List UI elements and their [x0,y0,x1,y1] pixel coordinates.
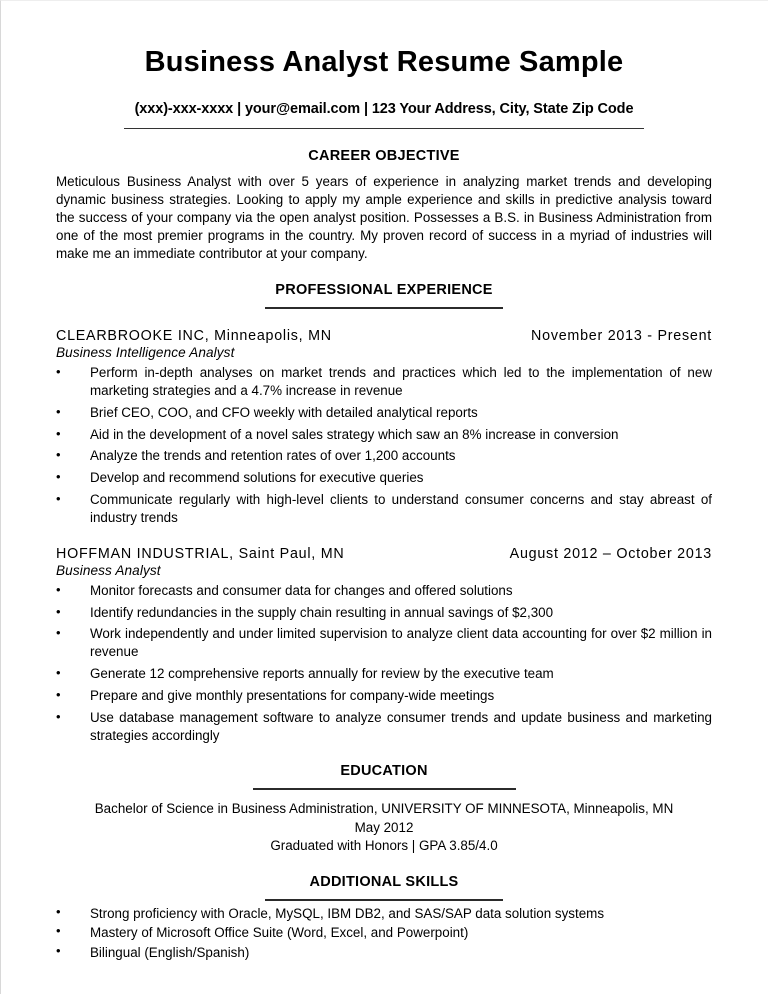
education-entry [56,800,712,855]
job-title: Business Intelligence Analyst [56,345,235,361]
list-item: • Monitor forecasts and consumer data for changes and offered solutions [56,582,712,600]
responsibility-list [56,364,712,527]
contact-info: (xxx)-xxx-xxxx | your@email.com | 123 Your Address, City, State Zip Code [134,101,634,118]
section-divider-skills [265,899,503,901]
experience-entry-header [56,546,712,562]
list-item: • Prepare and give monthly presentations for company-wide meetings [56,687,712,705]
experience-entry-header [56,328,712,344]
list-item: • Aid in the development of a novel sales strategy which saw an 8% increase in conversion [56,426,712,444]
section-divider-experience [265,307,503,309]
skills-list [56,904,712,962]
list-item: • Work independently and under limited supervision to analyze client data accounting for over $2 million in revenue [56,625,712,661]
graduation-date: May 2012 [354,819,414,835]
list-item: • Brief CEO, COO, and CFO weekly with detailed analytical reports [56,404,712,422]
experience-entry [56,546,712,745]
section-divider-education [253,788,516,790]
resume-content [1,46,768,962]
list-item: • Develop and recommend solutions for executive queries [56,469,712,487]
list-item: • Mastery of Microsoft Office Suite (Word, Excel, and Powerpoint) [56,923,712,942]
employer-name: HOFFMAN INDUSTRIAL, Saint Paul, MN [56,545,345,562]
list-item: • Generate 12 comprehensive reports annually for review by the executive team [56,665,712,683]
experience-entry [56,328,712,527]
list-item: • Identify redundancies in the supply chain resulting in annual savings of $2,300 [56,604,712,622]
list-item: • Communicate regularly with high-level clients to understand consumer concerns and stay abreast of industry trends [56,491,712,527]
list-item: • Strong proficiency with Oracle, MySQL, IBM DB2, and SAS/SAP data solution systems [56,904,712,923]
section-heading-education: EDUCATION [340,763,428,780]
job-title: Business Analyst [56,562,161,578]
section-heading-objective: CAREER OBJECTIVE [308,148,460,165]
list-item: • Perform in-depth analyses on market trends and practices which led to the implementation of new marketing strategies and a 4.7% increase in revenue [56,364,712,400]
page-title: Business Analyst Resume Sample [144,46,624,78]
honors-gpa: Graduated with Honors | GPA 3.85/4.0 [270,837,498,853]
employment-dates: November 2013 - Present [531,328,712,345]
career-objective-text: Meticulous Business Analyst with over 5 years of experience in analyzing market trends and developing dynamic business strategies. Looking to apply my ample experience and skills in predictive analysis toward the success of your company via the open analyst position. Possesses a B.S. in Business Administration from one of the most premier programs in the country. My proven record of success in a myriad of industries will make me an immediate contributor at your company. [56,174,712,262]
section-heading-skills: ADDITIONAL SKILLS [309,874,459,891]
section-heading-experience: PROFESSIONAL EXPERIENCE [275,282,493,299]
list-item: • Analyze the trends and retention rates of over 1,200 accounts [56,447,712,465]
header-divider [124,128,644,129]
responsibility-list [56,582,712,745]
list-item: • Use database management software to analyze consumer trends and update business and marketing strategies accordingly [56,709,712,745]
employer-name: CLEARBROOKE INC, Minneapolis, MN [56,328,332,345]
degree-line: Bachelor of Science in Business Administration, UNIVERSITY OF MINNESOTA, Minneapolis, MN [94,801,674,817]
employment-dates: August 2012 – October 2013 [509,545,712,562]
list-item: • Bilingual (English/Spanish) [56,943,712,962]
